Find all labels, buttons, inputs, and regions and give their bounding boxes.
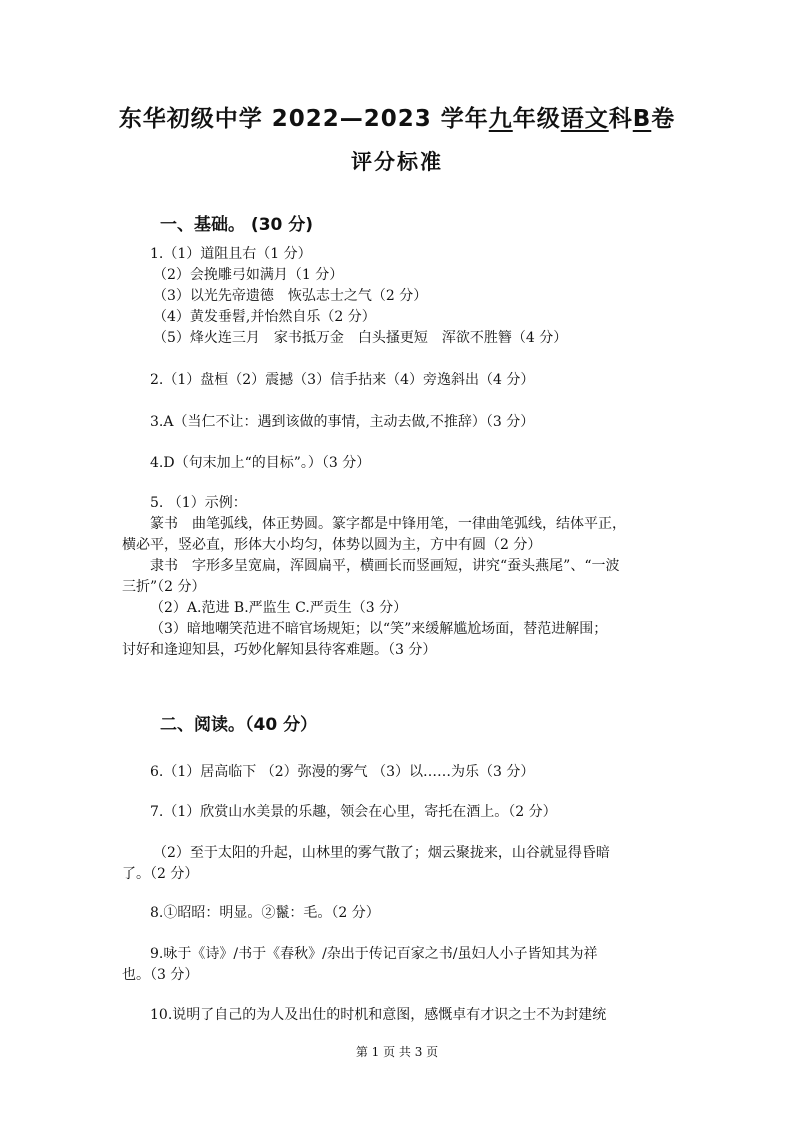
answer-line: （3）暗地嘲笑范进不暗官场规矩；以“笑”来缓解尴尬场面，替范进解围； bbox=[150, 621, 608, 637]
answer-line: 7.（1）欣赏山水美景的乐趣，领会在心里，寄托在酒上。（2 分） bbox=[150, 804, 557, 820]
title-part: 卷 bbox=[651, 106, 676, 132]
answer-line: （3）以光先帝遗德 恢弘志士之气（2 分） bbox=[153, 288, 428, 304]
answer-line: 横必平，竖必直，形体大小均匀，体势以圆为主，方中有圆（2 分） bbox=[122, 537, 542, 553]
answer-line: 也。（3 分） bbox=[122, 967, 199, 983]
answer-line: （2）会挽雕弓如满月（1 分） bbox=[153, 267, 344, 283]
document-subtitle: 评分标准 bbox=[351, 150, 443, 174]
document-title bbox=[0, 100, 794, 133]
answer-line: 1.（1）道阻且右（1 分） bbox=[150, 246, 312, 262]
answer-line: 篆书 曲笔弧线，体正势圆。篆字都是中锋用笔，一律曲笔弧线，结体平正， bbox=[150, 516, 626, 532]
answer-line: 三折”（2 分） bbox=[122, 579, 206, 595]
answer-line: （5）烽火连三月 家书抵万金 白头搔更短 浑欲不胜簪（4 分） bbox=[153, 330, 568, 346]
answer-line: 5. （1）示例： bbox=[150, 495, 247, 511]
answer-line: 9.咏于《诗》/书于《春秋》/杂出于传记百家之书/虽妇人小子皆知其为祥 bbox=[150, 946, 598, 962]
answer-line: 隶书 字形多呈宽扁，浑圆扁平，横画长而竖画短，讲究“蚕头燕尾”、“一波 bbox=[150, 558, 620, 574]
title-grade: 九 bbox=[488, 106, 513, 132]
answer-line: 8.①昭昭：明显。②鬣：毛。（2 分） bbox=[150, 905, 380, 921]
answer-line: （2）A.范进 B.严监生 C.严贡生（3 分） bbox=[150, 600, 408, 616]
section-heading-basics: 一、基础。 (30 分) bbox=[160, 215, 314, 235]
page-footer: 第 1 页 共 3 页 bbox=[355, 1045, 439, 1059]
answer-line: 6.（1）居高临下 （2）弥漫的雾气 （3）以……为乐（3 分） bbox=[150, 764, 535, 780]
title-part: 年级 bbox=[512, 106, 561, 132]
answer-line: 了。（2 分） bbox=[122, 866, 199, 882]
answer-line: 3.A（当仁不让：遇到该做的事情，主动去做,不推辞）（3 分） bbox=[150, 414, 535, 430]
title-subject: 语文 bbox=[560, 106, 609, 132]
title-paper: B bbox=[632, 106, 652, 132]
answer-line: 4.D（句末加上“的目标”。）（3 分） bbox=[150, 455, 371, 471]
title-part: 东华初级中学 2022—2023 学年 bbox=[118, 106, 489, 132]
answer-line: 10.说明了自己的为人及出仕的时机和意图，感慨卓有才识之士不为封建统 bbox=[150, 1007, 607, 1023]
section-heading-reading: 二、阅读。（40 分） bbox=[160, 715, 318, 735]
answer-line: 2.（1）盘桓（2）震撼（3）信手拈来（4）旁逸斜出（4 分） bbox=[150, 372, 535, 388]
title-part: 科 bbox=[608, 106, 633, 132]
answer-line: 讨好和逢迎知县，巧妙化解知县待客难题。（3 分） bbox=[122, 642, 437, 658]
answer-line: （2）至于太阳的升起，山林里的雾气散了；烟云聚拢来，山谷就显得昏暗 bbox=[153, 845, 610, 861]
answer-line: （4）黄发垂髫,并怡然自乐（2 分） bbox=[153, 309, 376, 325]
